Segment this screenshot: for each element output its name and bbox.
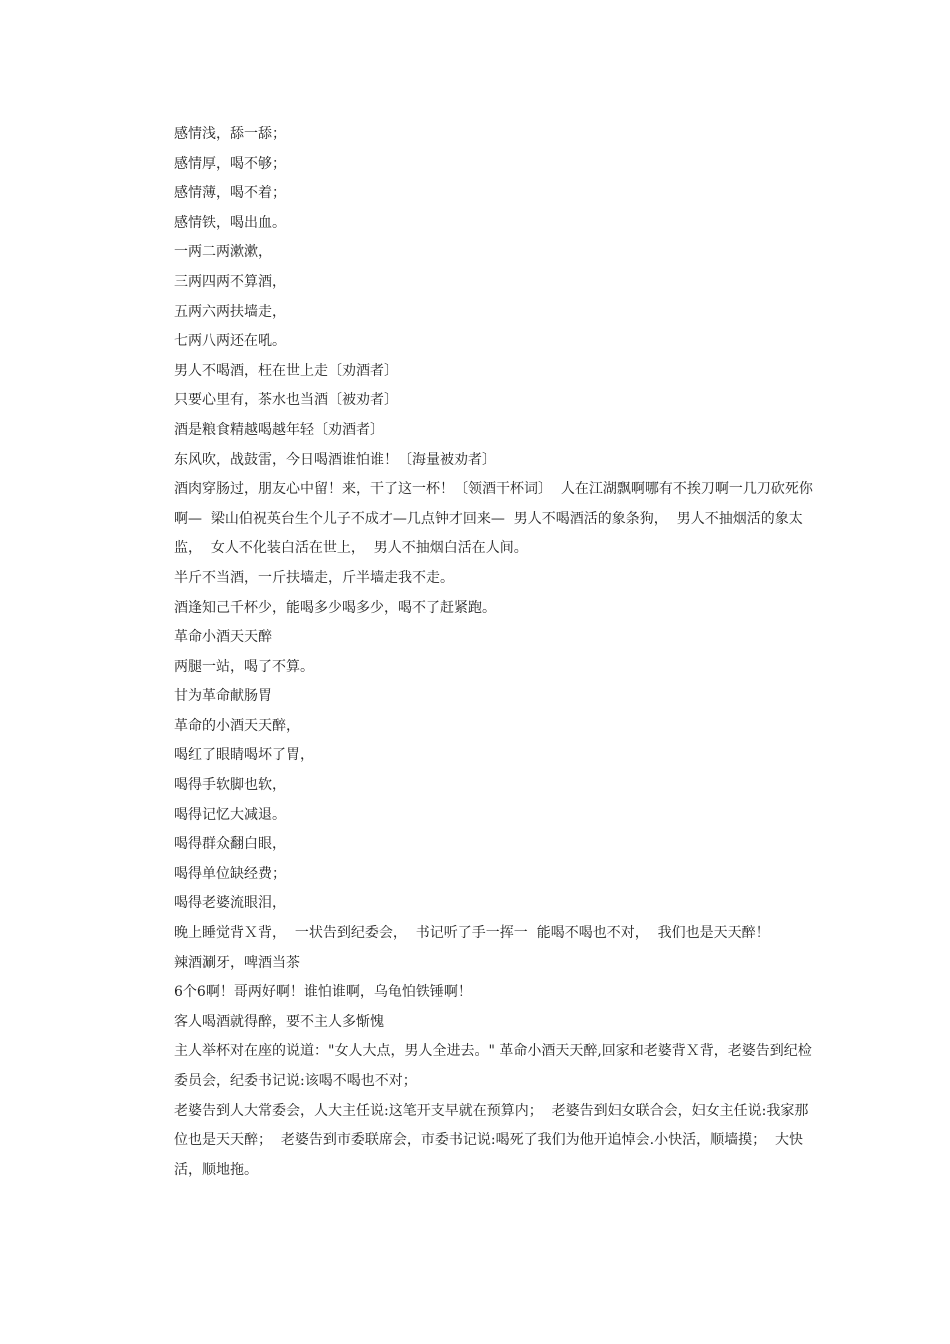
text-line: 东风吹，战鼓雷，今日喝酒谁怕谁！〔海量被劝者〕 bbox=[174, 451, 496, 468]
text-line: 喝得单位缺经费； bbox=[174, 865, 286, 882]
text-line: 辣酒涮牙，啤酒当茶 bbox=[174, 954, 300, 971]
text-paragraph: 主人举杯对在座的说道："女人大点，男人全进去。" 革命小酒天天醉,回家和老婆背Ｘ背，老婆告到纪检委员会，纪委书记说:该喝不喝也不对； bbox=[174, 1043, 812, 1089]
text-line: 喝得记忆大减退。 bbox=[174, 806, 286, 823]
text-line: 三两四两不算酒， bbox=[174, 273, 286, 290]
text-line: 革命小酒天天醉 bbox=[174, 629, 272, 646]
text-line: 感情铁，喝出血。 bbox=[174, 214, 286, 231]
text-paragraph: 老婆告到人大常委会，人大主任说:这笔开支早就在预算内； 老婆告到妇女联合会，妇女主任说:我家那位也是天天醉； 老婆告到市委联席会，市委书记说:喝死了我们为他开追悼会.小快活，顺墙摸； 大快活，顺地拖。 bbox=[174, 1102, 809, 1178]
text-line: 革命的小酒天天醉， bbox=[174, 717, 300, 734]
text-line: 喝得老婆流眼泪， bbox=[174, 895, 286, 912]
text-line: 酒是粮食精越喝越年轻〔劝酒者〕 bbox=[174, 421, 384, 438]
text-line: 客人喝酒就得醉，要不主人多惭愧 bbox=[174, 1013, 384, 1030]
document-body bbox=[174, 120, 816, 1185]
text-line: 男人不喝酒，枉在世上走〔劝酒者〕 bbox=[174, 362, 398, 379]
text-line: 五两六两扶墙走， bbox=[174, 303, 286, 320]
text-paragraph: 酒肉穿肠过，朋友心中留！来，干了这一杯！〔领酒干杯词〕 人在江湖飘啊哪有不挨刀啊一几刀砍死你啊— 梁山伯祝英台生个儿子不成才—几点钟才回来— 男人不喝酒活的象条狗， 男人不抽烟活的象太监， 女人不化装白活在世上， 男人不抽烟白活在人间。 bbox=[174, 481, 813, 557]
text-line: 半斤不当酒，一斤扶墙走，斤半墙走我不走。 bbox=[174, 569, 454, 586]
text-line: 感情薄，喝不着； bbox=[174, 185, 286, 202]
text-line: 感情浅，舔一舔； bbox=[174, 126, 286, 142]
text-line: 一两二两漱漱， bbox=[174, 244, 272, 261]
text-line: 只要心里有，茶水也当酒〔被劝者〕 bbox=[174, 392, 398, 409]
text-line: 喝得手软脚也软， bbox=[174, 777, 286, 794]
text-line: 6个6啊！哥两好啊！谁怕谁啊，乌龟怕铁锤啊！ bbox=[174, 984, 472, 1001]
text-line: 七两八两还在吼。 bbox=[174, 333, 286, 350]
text-paragraph: 晚上睡觉背Ｘ背， 一状告到纪委会， 书记听了手一挥一 能喝不喝也不对， 我们也是天天醉！ bbox=[174, 925, 770, 942]
text-line: 酒逢知己千杯少，能喝多少喝多少，喝不了赶紧跑。 bbox=[174, 599, 496, 616]
text-line: 喝红了眼睛喝坏了胃， bbox=[174, 747, 314, 764]
text-line: 感情厚，喝不够； bbox=[174, 155, 286, 172]
text-line: 喝得群众翻白眼， bbox=[174, 836, 286, 853]
text-line: 甘为革命献肠胃 bbox=[174, 688, 272, 705]
text-line: 两腿一站，喝了不算。 bbox=[174, 658, 314, 675]
